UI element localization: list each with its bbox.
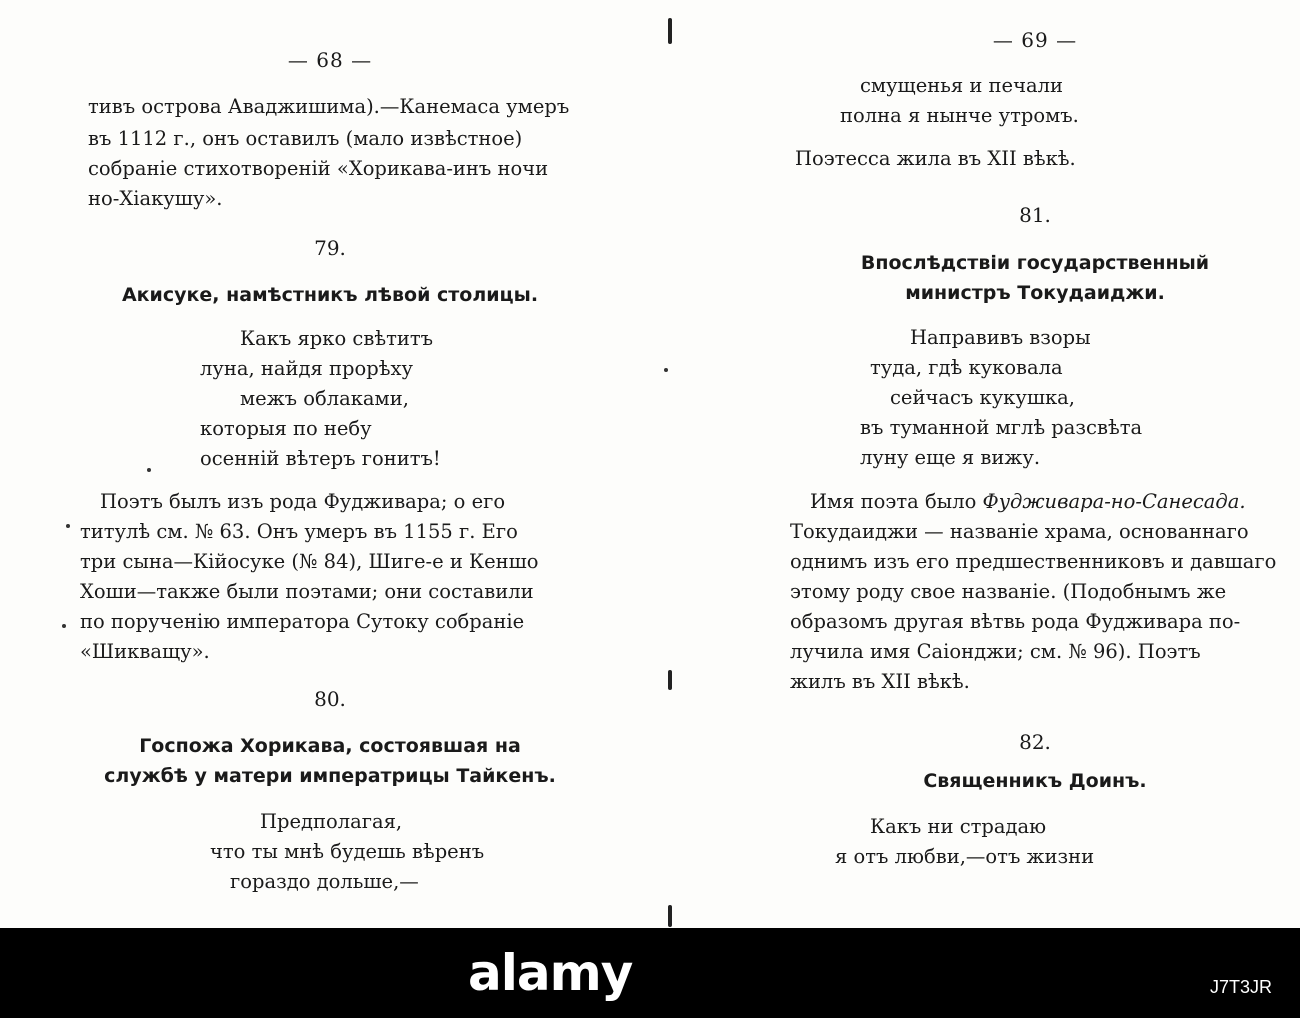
- text-line: въ 1112 г., онъ оставилъ (мало извѣстное): [88, 127, 523, 150]
- left-page: [80, 0, 580, 928]
- poem-line: полна я нынче утромъ.: [840, 104, 1079, 127]
- ink-speck: [664, 368, 668, 372]
- poem-line: Какъ ни страдаю: [870, 815, 1047, 838]
- poem-line: гораздо дольше,—: [230, 870, 419, 893]
- text-line: но-Хіакушу».: [88, 187, 223, 210]
- alamy-logo: alamy: [468, 944, 633, 1002]
- poem-line: что ты мнѣ будешь вѣренъ: [210, 840, 485, 863]
- entry-heading: Госпожа Хорикава, состоявшая на: [139, 735, 521, 757]
- note-line: этому роду свое названіе. (Подобнымъ же: [790, 580, 1227, 603]
- poem-line: смущенья и печали: [860, 74, 1063, 97]
- poem-line: луна, найдя прорѣху: [200, 357, 413, 380]
- note-line: титулѣ см. № 63. Онъ умеръ въ 1155 г. Его: [80, 520, 518, 543]
- entry-number: 82.: [1019, 730, 1051, 754]
- note-line: образомъ другая вѣтвь рода Фудживара по-: [790, 610, 1241, 633]
- note-line: Хоши—также были поэтами; они составили: [80, 580, 534, 603]
- note-line: Поэтъ былъ изъ рода Фудживара; о его: [100, 490, 506, 513]
- stock-image-id: J7T3JR: [1209, 977, 1272, 997]
- poem-line: сейчасъ кукушка,: [890, 386, 1075, 409]
- note-line: однимъ изъ его предшественниковъ и давшаго: [790, 550, 1277, 573]
- entry-number: 81.: [1019, 203, 1051, 227]
- note-line: «Шикващу».: [80, 640, 210, 663]
- poem-line: которыя по небу: [200, 417, 372, 440]
- note-line: Поэтесса жила въ XII вѣкѣ.: [795, 147, 1076, 170]
- note-line: лучила имя Саіонджи; см. № 96). Поэтъ: [790, 640, 1201, 663]
- poem-line: Предполагая,: [260, 810, 403, 833]
- poet-name: Фудживара-но-Санесада.: [982, 490, 1246, 513]
- ink-speck: [147, 468, 151, 472]
- entry-heading: службѣ у матери императрицы Тайкенъ.: [104, 765, 556, 787]
- note-line: три сына—Кійосуке (№ 84), Шиге-е и Кеншо: [80, 550, 539, 573]
- poem-line: осенній вѣтеръ гонитъ!: [200, 447, 441, 470]
- poem-line: Направивъ взоры: [910, 326, 1091, 349]
- note-line: [810, 492, 1246, 512]
- watermark-bar: [0, 928, 1300, 1018]
- poem-line: я отъ любви,—отъ жизни: [835, 845, 1095, 868]
- gutter-mark: [668, 18, 672, 44]
- poem-line: межъ облаками,: [240, 387, 409, 410]
- page-number: — 69 —: [992, 28, 1078, 52]
- entry-number: 79.: [314, 236, 346, 260]
- note-line: жилъ въ XII вѣкѣ.: [790, 670, 970, 693]
- text-line: тивъ острова Аваджишима).—Канемаса умеръ: [88, 95, 570, 118]
- entry-heading: Священникъ Доинъ.: [923, 770, 1147, 792]
- entry-heading: Впослѣдствіи государственный: [860, 252, 1210, 274]
- right-page: [790, 0, 1280, 928]
- page-number: — 68 —: [287, 48, 373, 72]
- entry-heading: Акисуке, намѣстникъ лѣвой столицы.: [121, 284, 539, 306]
- gutter-mark: [668, 670, 672, 690]
- poem-line: туда, гдѣ куковала: [870, 356, 1063, 379]
- ink-speck: [62, 624, 66, 628]
- note-line: Токудаиджи — названіе храма, основаннаго: [790, 520, 1249, 543]
- poem-line: въ туманной мглѣ разсвѣта: [860, 416, 1143, 439]
- ink-speck: [66, 524, 70, 528]
- entry-number: 80.: [314, 687, 346, 711]
- note-line: по порученію императора Сутоку собраніе: [80, 610, 525, 633]
- poem-line: Какъ ярко свѣтитъ: [240, 327, 434, 350]
- gutter-mark: [668, 905, 672, 927]
- poem-line: луну еще я вижу.: [860, 446, 1041, 469]
- note-intro: Имя поэта было: [810, 490, 983, 513]
- entry-heading: министръ Токудаиджи.: [905, 282, 1165, 304]
- text-line: собраніе стихотвореній «Хорикава-инъ ночи: [88, 157, 549, 180]
